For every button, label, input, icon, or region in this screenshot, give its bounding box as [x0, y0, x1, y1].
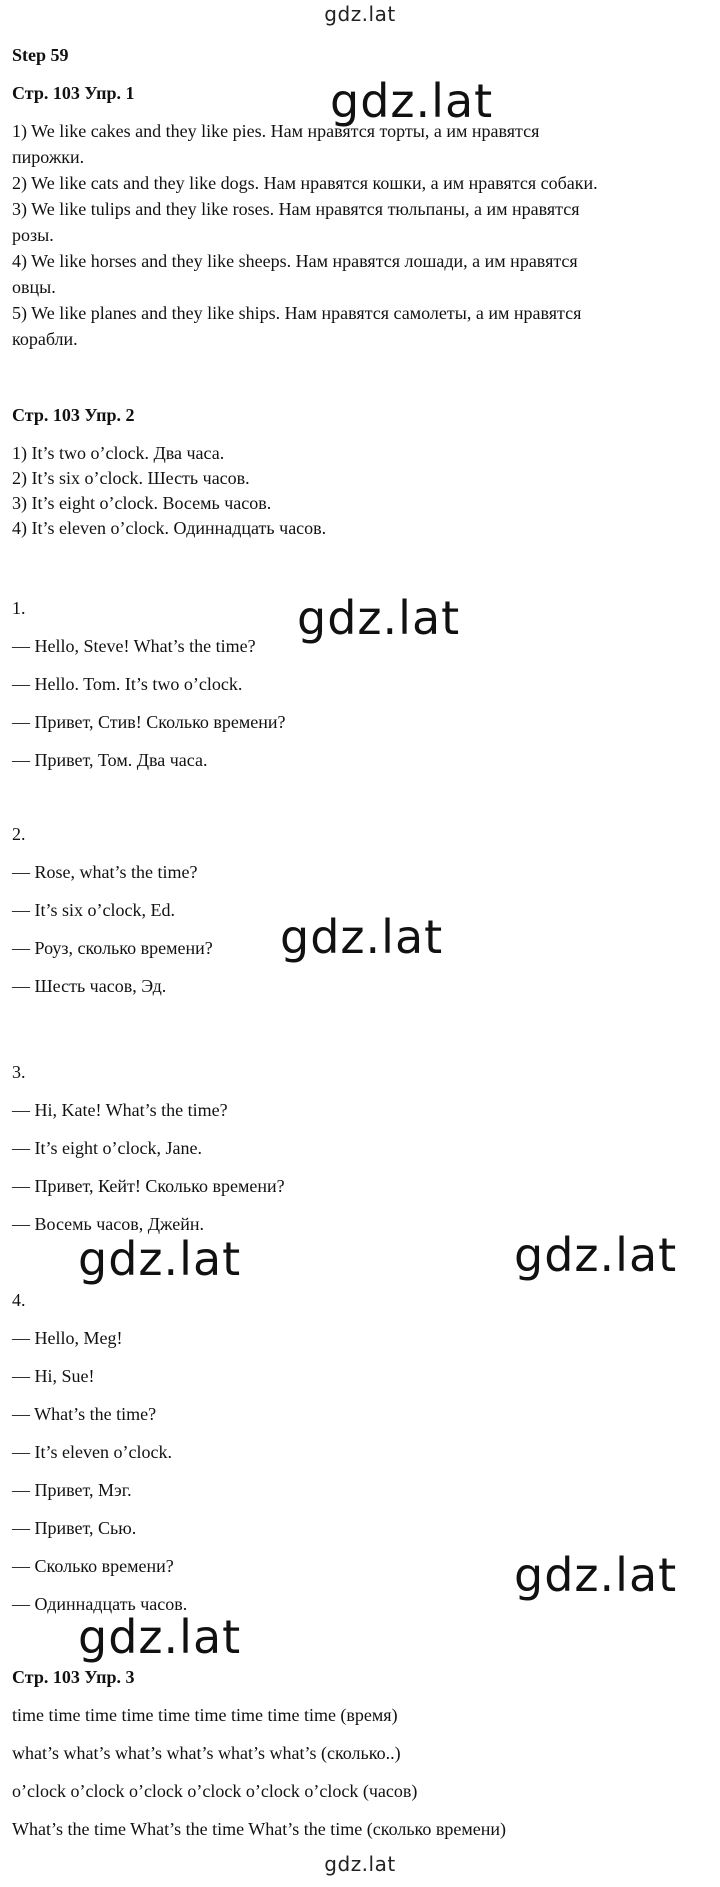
exercise-1-line: 2) We like cats and they like dogs. Нам нравятся кошки, а им нравятся собаки.	[12, 173, 598, 193]
dialog-line: — It’s six o’clock, Ed.	[12, 900, 175, 920]
dialog-line: — Сколько времени?	[12, 1556, 174, 1576]
dialog-line: — Шесть часов, Эд.	[12, 976, 167, 996]
watermark-logo: gdz.lat	[330, 74, 494, 128]
exercise-1-line: пирожки.	[12, 147, 85, 167]
exercise-3-line: o’clock o’clock o’clock o’clock o’clock o’clock (часов)	[12, 1781, 418, 1801]
watermark-logo: gdz.lat	[514, 1548, 678, 1602]
exercise-1-line: корабли.	[12, 329, 78, 349]
exercise-1-line: овцы.	[12, 277, 56, 297]
dialog-number: 1.	[12, 598, 26, 618]
watermark-logo: gdz.lat	[280, 910, 444, 964]
exercise-1-line: 4) We like horses and they like sheeps. Нам нравятся лошади, а им нравятся	[12, 251, 578, 271]
dialog-line: — Rose, what’s the time?	[12, 862, 198, 882]
exercise-1-line: 5) We like planes and they like ships. Нам нравятся самолеты, а им нравятся	[12, 303, 582, 323]
site-footer-label[interactable]: gdz.lat	[324, 1852, 396, 1876]
dialog-number: 3.	[12, 1062, 26, 1082]
dialog-line: — Hello, Steve! What’s the time?	[12, 636, 256, 656]
exercise-1-heading: Стр. 103 Упр. 1	[12, 83, 135, 103]
exercise-1-line: 1) We like cakes and they like pies. Нам нравятся торты, а им нравятся	[12, 121, 540, 141]
dialog-number: 2.	[12, 824, 26, 844]
dialog-number: 4.	[12, 1290, 26, 1310]
dialog-line: — It’s eleven o’clock.	[12, 1442, 172, 1462]
exercise-2-line: 4) It’s eleven o’clock. Одиннадцать часов.	[12, 518, 327, 538]
exercise-2-line: 2) It’s six o’clock. Шесть часов.	[12, 468, 250, 488]
watermark-logo: gdz.lat	[297, 591, 461, 645]
exercise-3-line: time time time time time time time time time (время)	[12, 1705, 398, 1725]
dialog-line: — Hello, Meg!	[12, 1328, 123, 1348]
site-header-label[interactable]: gdz.lat	[324, 2, 396, 26]
exercise-1-line: розы.	[12, 225, 54, 245]
watermark-logo: gdz.lat	[78, 1610, 242, 1664]
dialog-line: — Привет, Кейт! Сколько времени?	[12, 1176, 285, 1196]
step-title: Step 59	[12, 45, 69, 65]
dialog-line: — Hello. Tom. It’s two o’clock.	[12, 674, 243, 694]
watermark-logo: gdz.lat	[78, 1232, 242, 1286]
dialog-line: — Привет, Мэг.	[12, 1480, 132, 1500]
dialog-line: — Восемь часов, Джейн.	[12, 1214, 205, 1234]
exercise-1-line: 3) We like tulips and they like roses. Нам нравятся тюльпаны, а им нравятся	[12, 199, 580, 219]
dialog-line: — Роуз, сколько времени?	[12, 938, 213, 958]
dialog-line: — Привет, Сью.	[12, 1518, 137, 1538]
watermark-logo: gdz.lat	[514, 1228, 678, 1282]
dialog-line: — Hi, Kate! What’s the time?	[12, 1100, 228, 1120]
dialog-line: — What’s the time?	[12, 1404, 157, 1424]
exercise-3-line: what’s what’s what’s what’s what’s what’s (сколько..)	[12, 1743, 401, 1763]
dialog-line: — Hi, Sue!	[12, 1366, 95, 1386]
exercise-2-heading: Стр. 103 Упр. 2	[12, 405, 135, 425]
dialog-line: — Привет, Том. Два часа.	[12, 750, 208, 770]
exercise-3-line: What’s the time What’s the time What’s the time (сколько времени)	[12, 1819, 506, 1839]
dialog-line: — Привет, Стив! Сколько времени?	[12, 712, 286, 732]
exercise-2-line: 3) It’s eight o’clock. Восемь часов.	[12, 493, 272, 513]
dialog-line: — Одиннадцать часов.	[12, 1594, 188, 1614]
exercise-2-line: 1) It’s two o’clock. Два часа.	[12, 443, 225, 463]
exercise-3-heading: Стр. 103 Упр. 3	[12, 1667, 135, 1687]
dialog-line: — It’s eight o’clock, Jane.	[12, 1138, 202, 1158]
